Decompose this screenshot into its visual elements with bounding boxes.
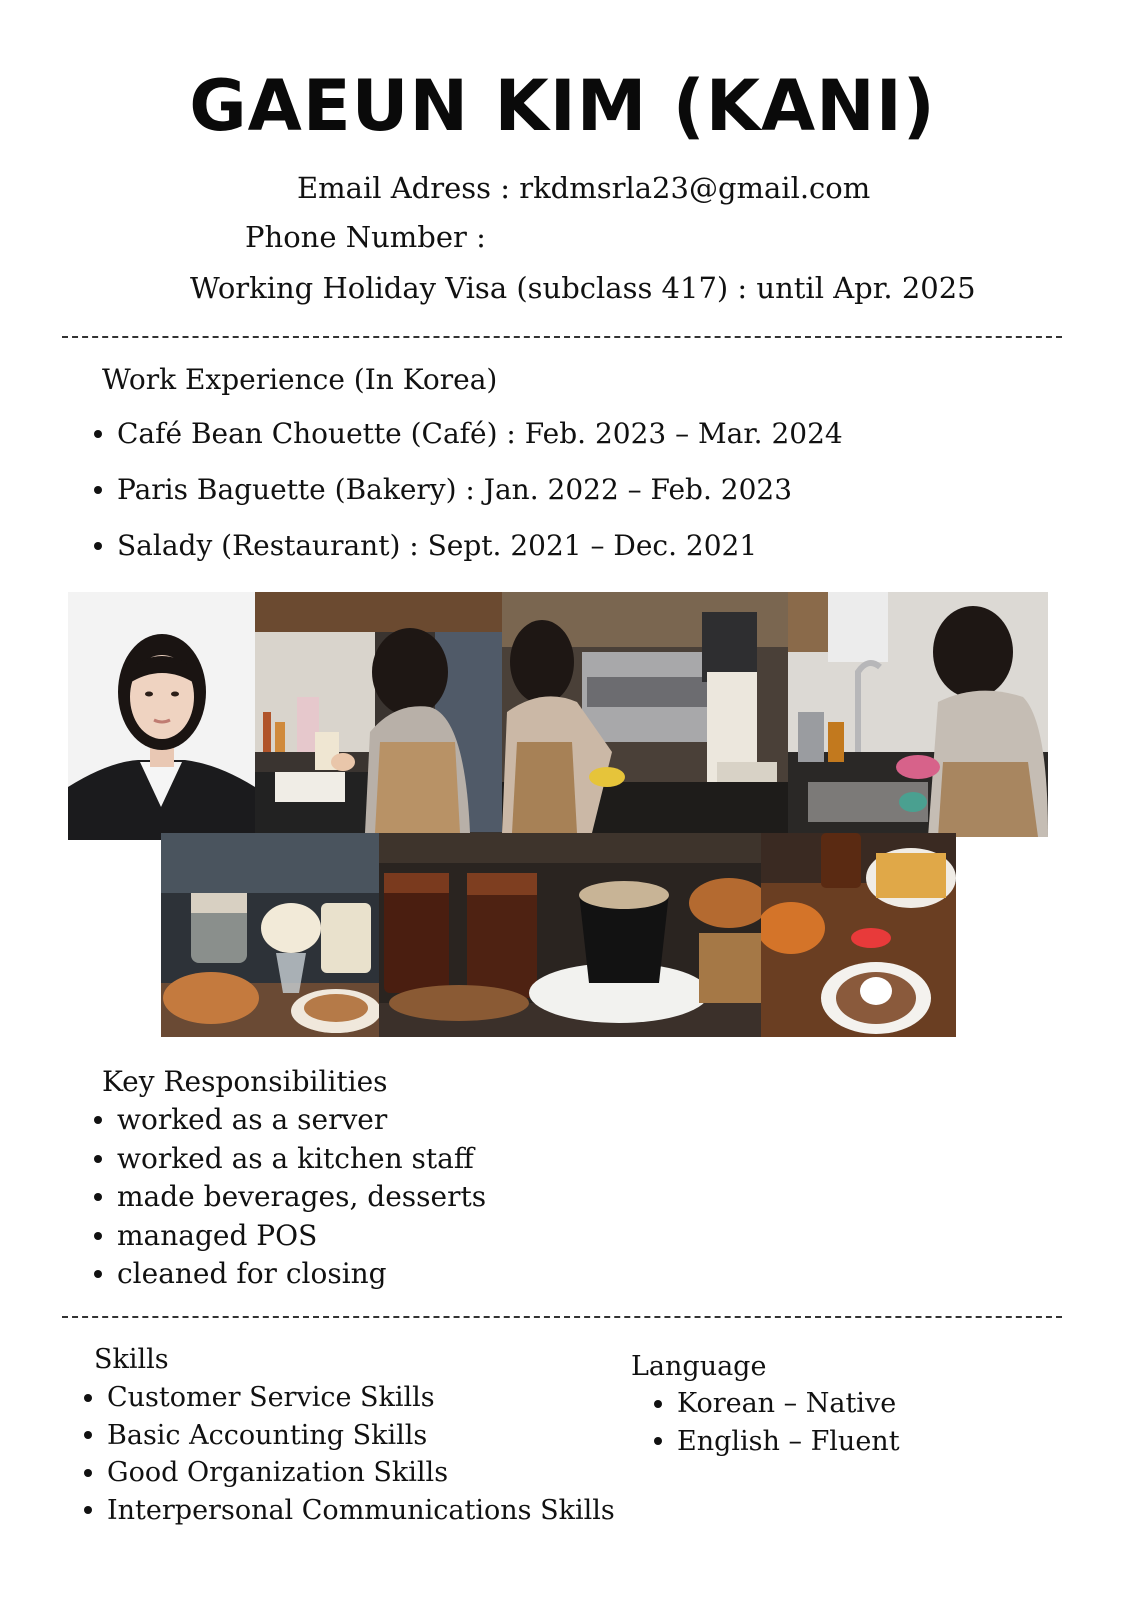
language-list xyxy=(677,1385,900,1460)
list-item: made beverages, desserts xyxy=(117,1178,486,1217)
list-item: Interpersonal Communications Skills xyxy=(107,1492,615,1530)
list-item: cleaned for closing xyxy=(117,1255,486,1294)
work-experience-list xyxy=(117,406,843,574)
skills-heading: Skills xyxy=(94,1344,169,1375)
bullet-icon xyxy=(84,1431,92,1439)
list-item: Café Bean Chouette (Café) : Feb. 2023 – Mar. 2024 xyxy=(117,406,843,462)
list-item: Paris Baguette (Bakery) : Jan. 2022 – Feb. 2023 xyxy=(117,462,843,518)
bullet-icon xyxy=(94,486,102,494)
bullet-icon xyxy=(654,1400,662,1408)
phone-line: Phone Number : xyxy=(245,220,486,254)
skills-list xyxy=(107,1379,615,1529)
list-item: Good Organization Skills xyxy=(107,1454,615,1492)
bullet-icon xyxy=(94,542,102,550)
responsibilities-list xyxy=(117,1101,486,1294)
list-item: worked as a server xyxy=(117,1101,486,1140)
bullet-icon xyxy=(654,1437,662,1445)
list-item: English – Fluent xyxy=(677,1423,900,1461)
barista-pouring-photo xyxy=(255,592,502,833)
bullet-icon xyxy=(94,1232,102,1240)
list-item: managed POS xyxy=(117,1217,486,1256)
work-experience-heading: Work Experience (In Korea) xyxy=(102,363,498,396)
bullet-icon xyxy=(84,1506,92,1514)
resume-name-title: GAEUN KIM (KANI) xyxy=(189,65,936,147)
list-item: Basic Accounting Skills xyxy=(107,1417,615,1455)
email-line: Email Adress : rkdmsrla23@gmail.com xyxy=(297,171,871,205)
language-heading: Language xyxy=(631,1351,767,1382)
divider-bottom xyxy=(62,1316,1062,1318)
tray-meal-photo xyxy=(761,833,956,1037)
dishwashing-photo xyxy=(788,592,1048,837)
visa-line: Working Holiday Visa (subclass 417) : until Apr. 2025 xyxy=(190,271,976,305)
list-item: Salady (Restaurant) : Sept. 2021 – Dec. 2021 xyxy=(117,518,843,574)
bullet-icon xyxy=(94,430,102,438)
desserts-photo xyxy=(161,833,379,1037)
list-item: Customer Service Skills xyxy=(107,1379,615,1417)
bullet-icon xyxy=(94,1155,102,1163)
iced-coffee-and-cup-photo xyxy=(379,833,761,1037)
bullet-icon xyxy=(84,1469,92,1477)
divider-top xyxy=(62,336,1062,338)
responsibilities-heading: Key Responsibilities xyxy=(102,1065,388,1098)
portrait-photo xyxy=(68,592,255,840)
bullet-icon xyxy=(94,1193,102,1201)
list-item: worked as a kitchen staff xyxy=(117,1140,486,1179)
bullet-icon xyxy=(84,1394,92,1402)
list-item: Korean – Native xyxy=(677,1385,900,1423)
bullet-icon xyxy=(94,1270,102,1278)
bullet-icon xyxy=(94,1116,102,1124)
espresso-machine-photo xyxy=(502,592,788,833)
